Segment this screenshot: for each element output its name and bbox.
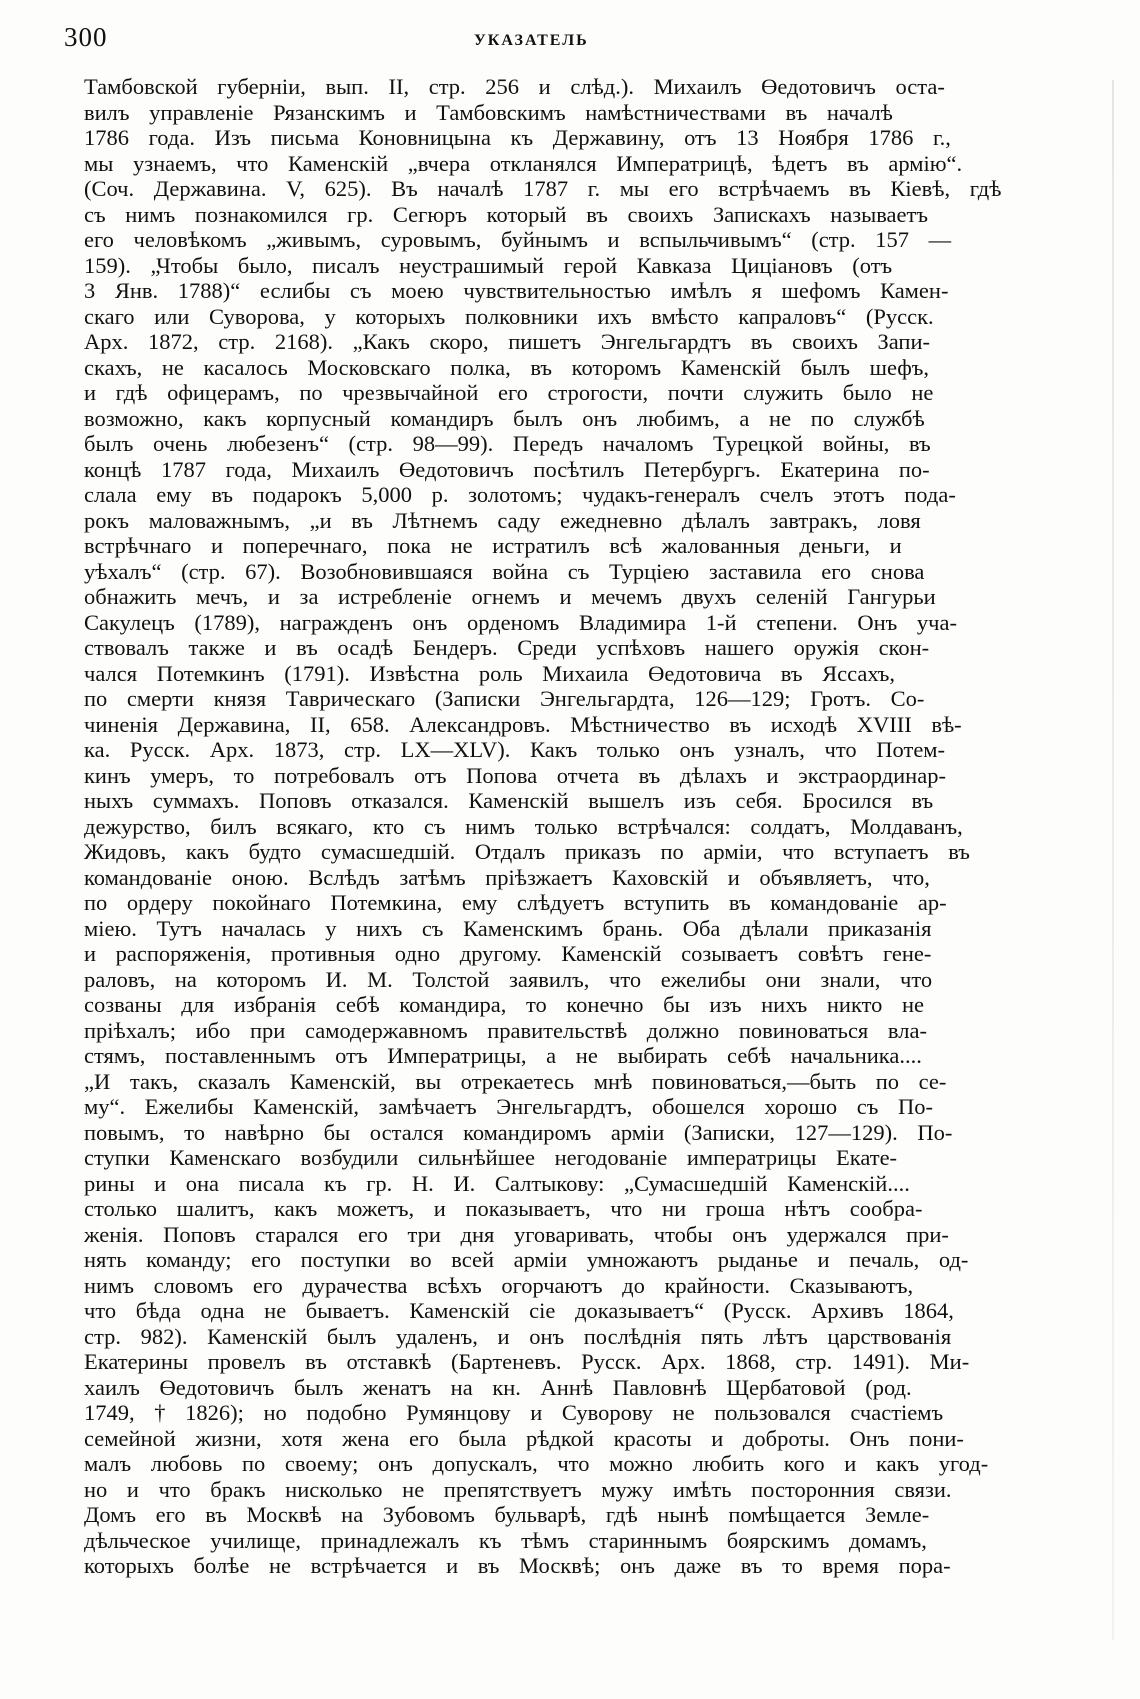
text-line: „И такъ, сказалъ Каменскій, вы отрекаетесь мнѣ повиноваться,—быть по се-: [84, 1068, 947, 1094]
text-line: Жидовъ, какъ будто сумасшедшій. Отдалъ приказъ по арміи, что вступаетъ въ: [84, 839, 970, 864]
text-line: былъ очень любезенъ“ (стр. 98—99). Передъ началомъ Турецкой войны, въ: [84, 431, 931, 456]
text-line: концѣ 1787 года, Михаилъ Өедотовичъ посѣтилъ Петербургъ. Екатерина по-: [84, 456, 930, 482]
running-head: УКАЗАТЕЛЬ: [474, 32, 589, 49]
text-line: которыхъ болѣе не встрѣчается и въ Москвѣ; онъ даже въ то время пора-: [84, 1553, 951, 1578]
text-line: Екатерины провелъ въ отставкѣ (Бартеневъ. Русск. Арх. 1868, стр. 1491). Ми-: [84, 1349, 970, 1374]
text-line: Сакулецъ (1789), награжденъ онъ орденомъ Владимира 1-й степени. Онъ уча-: [84, 609, 957, 635]
text-line: съ нимъ познакомился гр. Сегюръ который въ своихъ Запискахъ называетъ: [84, 201, 929, 227]
text-line: по смерти князя Таврическаго (Записки Энгельгардта, 126—129; Гротъ. Со-: [84, 686, 925, 711]
text-line: семейной жизни, хотя жена его была рѣдкой красоты и доброты. Онъ пони-: [84, 1425, 964, 1451]
text-line: встрѣчнаго и поперечнаго, пока не истратилъ всѣ жалованныя деньги, и: [84, 533, 902, 558]
text-line: кинъ умеръ, то потребовалъ отъ Попова отчета въ дѣлахъ и экстраординар-: [84, 762, 946, 788]
text-line: рокъ маловажнымъ, „и въ Лѣтнемъ саду ежедневно дѣлалъ завтракъ, ловя: [84, 507, 921, 533]
text-line: малъ любовь по своему; онъ допускалъ, что можно любить кого и какъ угод-: [84, 1451, 989, 1476]
text-line: ствовалъ также и въ осадѣ Бендеръ. Среди успѣховъ нашего оружія скон-: [84, 635, 930, 660]
text-line: му“. Ежелибы Каменскій, замѣчаетъ Энгельгардтъ, обошелся хорошо съ По-: [84, 1094, 933, 1119]
text-line: 1786 года. Изъ письма Коновницына къ Державину, отъ 13 Ноября 1786 г.,: [84, 125, 951, 150]
text-line: но и что бракъ нисколько не препятствуетъ мужу имѣть посторонния связи.: [84, 1476, 952, 1502]
text-line: и гдѣ офицерамъ, по чрезвычайной его строгости, почти служить было не: [84, 380, 934, 405]
text-line: чиненія Державина, II, 658. Александровъ. Мѣстничество въ исходѣ XVIII вѣ-: [84, 711, 962, 737]
text-line: нимъ словомъ его дурачества всѣхъ огорчаютъ до крайности. Сказываютъ,: [84, 1272, 914, 1298]
scan-edge-shadow: [1112, 80, 1114, 1640]
text-line: скаго или Суворова, у которыхъ полковники ихъ вмѣсто капраловъ“ (Русск.: [84, 303, 934, 329]
text-line: (Соч. Державина. V, 625). Въ началѣ 1787 г. мы его встрѣчаемъ въ Кіевѣ, гдѣ: [84, 176, 1002, 201]
text-line: 159). „Чтобы было, писалъ неустрашимый герой Кавказа Цицiановъ (отъ: [84, 252, 893, 278]
text-line: ка. Русск. Арх. 1873, стр. LX—XLV). Какъ только онъ узналъ, что Потем-: [84, 737, 946, 762]
text-line: дежурство, билъ всякаго, кто съ нимъ только встрѣчался: солдатъ, Молдаванъ,: [84, 813, 963, 839]
text-line: хаилъ Өедотовичъ былъ женатъ на кн. Аннѣ Павловнѣ Щербатовой (род.: [84, 1374, 912, 1400]
text-line: пріѣхалъ; ибо при самодержавномъ правительствѣ должно повиноваться вла-: [84, 1017, 927, 1043]
text-line: ныхъ суммахъ. Поповъ отказался. Каменскій вышелъ изъ себя. Бросился въ: [84, 788, 934, 813]
text-line: возможно, какъ корпусный командиръ былъ онъ любимъ, а не по службѣ: [84, 405, 925, 431]
text-line: 1749, † 1826); но подобно Румянцову и Суворову не пользовался счастіемъ: [84, 1400, 944, 1425]
text-line: его человѣкомъ „живымъ, суровымъ, буйнымъ и вспыльчивымъ“ (стр. 157 —: [84, 227, 952, 252]
text-line: обнажить мечъ, и за истребленіе огнемъ и мечемъ двухъ селеній Гангурьи: [84, 584, 936, 609]
text-line: 3 Янв. 1788)“ еслибы съ моею чувствительностью имѣлъ я шефомъ Камен-: [84, 278, 949, 303]
text-line: чался Потемкинъ (1791). Извѣстна роль Михаила Өедотовича въ Яссахъ,: [84, 660, 896, 686]
text-line: скахъ, не касалось Московскаго полка, въ которомъ Каменскій былъ шефъ,: [84, 354, 930, 380]
text-line: столько шалитъ, какъ можетъ, и показываетъ, что ни гроша нѣтъ сообра-: [84, 1196, 923, 1221]
text-line: ступки Каменскаго возбудили сильнѣйшее негодованіе императрицы Екате-: [84, 1145, 898, 1170]
text-line: повымъ, то навѣрно бы остался командиромъ арміи (Записки, 127—129). По-: [84, 1119, 953, 1145]
text-line: міею. Тутъ началась у нихъ съ Каменскимъ брань. Оба дѣлали приказанія: [84, 915, 932, 941]
text-line: Арх. 1872, стр. 2168). „Какъ скоро, пишетъ Энгельгардтъ въ своихъ Запи-: [84, 329, 930, 354]
text-line: стямъ, поставленнымъ отъ Императрицы, а не выбирать себѣ начальника....: [84, 1043, 922, 1068]
text-line: раловъ, на которомъ И. М. Толстой заявилъ, что ежелибы они знали, что: [84, 966, 933, 992]
text-line: и распоряженія, противныя одно другому. Каменскій созываетъ совѣтъ гене-: [84, 941, 932, 966]
text-line: уѣхалъ“ (стр. 67). Возобновившаяся война съ Турціею заставила его снова: [84, 558, 925, 584]
body-text: [84, 74, 1009, 1579]
text-line: мы узнаемъ, что Каменскій „вчера откланялся Императрицѣ, ѣдетъ въ армію“.: [84, 150, 963, 176]
text-line: нять команду; его поступки во всей арміи умножаютъ рыданье и печаль, од-: [84, 1247, 969, 1272]
text-line: Тамбовской губерніи, вып. II, стр. 256 и слѣд.). Михаилъ Өедотовичъ оста-: [84, 74, 945, 99]
text-line: рины и она писала къ гр. Н. И. Салтыкову: „Сумасшедшій Каменскій....: [84, 1170, 910, 1196]
text-line: слала ему въ подарокъ 5,000 р. золотомъ; чудакъ-генералъ счелъ этотъ пода-: [84, 482, 956, 507]
text-line: Домъ его въ Москвѣ на Зубовомъ бульварѣ, гдѣ нынѣ помѣщается Земле-: [84, 1502, 930, 1527]
page-header: [64, 22, 1009, 62]
page-number: 300: [64, 22, 108, 52]
text-line: что бѣда одна не бываетъ. Каменскій сіе доказываетъ“ (Русск. Архивъ 1864,: [84, 1298, 954, 1323]
text-line: вилъ управленіе Рязанскимъ и Тамбовскимъ намѣстничествами въ началѣ: [84, 99, 893, 125]
text-line: женія. Поповъ старался его три дня уговаривать, чтобы онъ удержался при-: [84, 1221, 949, 1247]
text-line: дѣльческое училище, принадлежалъ къ тѣмъ стариннымъ боярскимъ домамъ,: [84, 1527, 927, 1553]
text-line: созваны для избранія себѣ командира, то конечно бы изъ нихъ никто не: [84, 992, 925, 1017]
text-line: командованіе оною. Вслѣдъ затѣмъ пріѣзжаетъ Каховскій и объявляетъ, что,: [84, 864, 930, 890]
text-line: стр. 982). Каменскій былъ удаленъ, и онъ послѣднія пять лѣтъ царствованія: [84, 1323, 952, 1349]
text-line: по ордеру покойнаго Потемкина, ему слѣдуетъ вступить въ командованіе ар-: [84, 890, 947, 915]
